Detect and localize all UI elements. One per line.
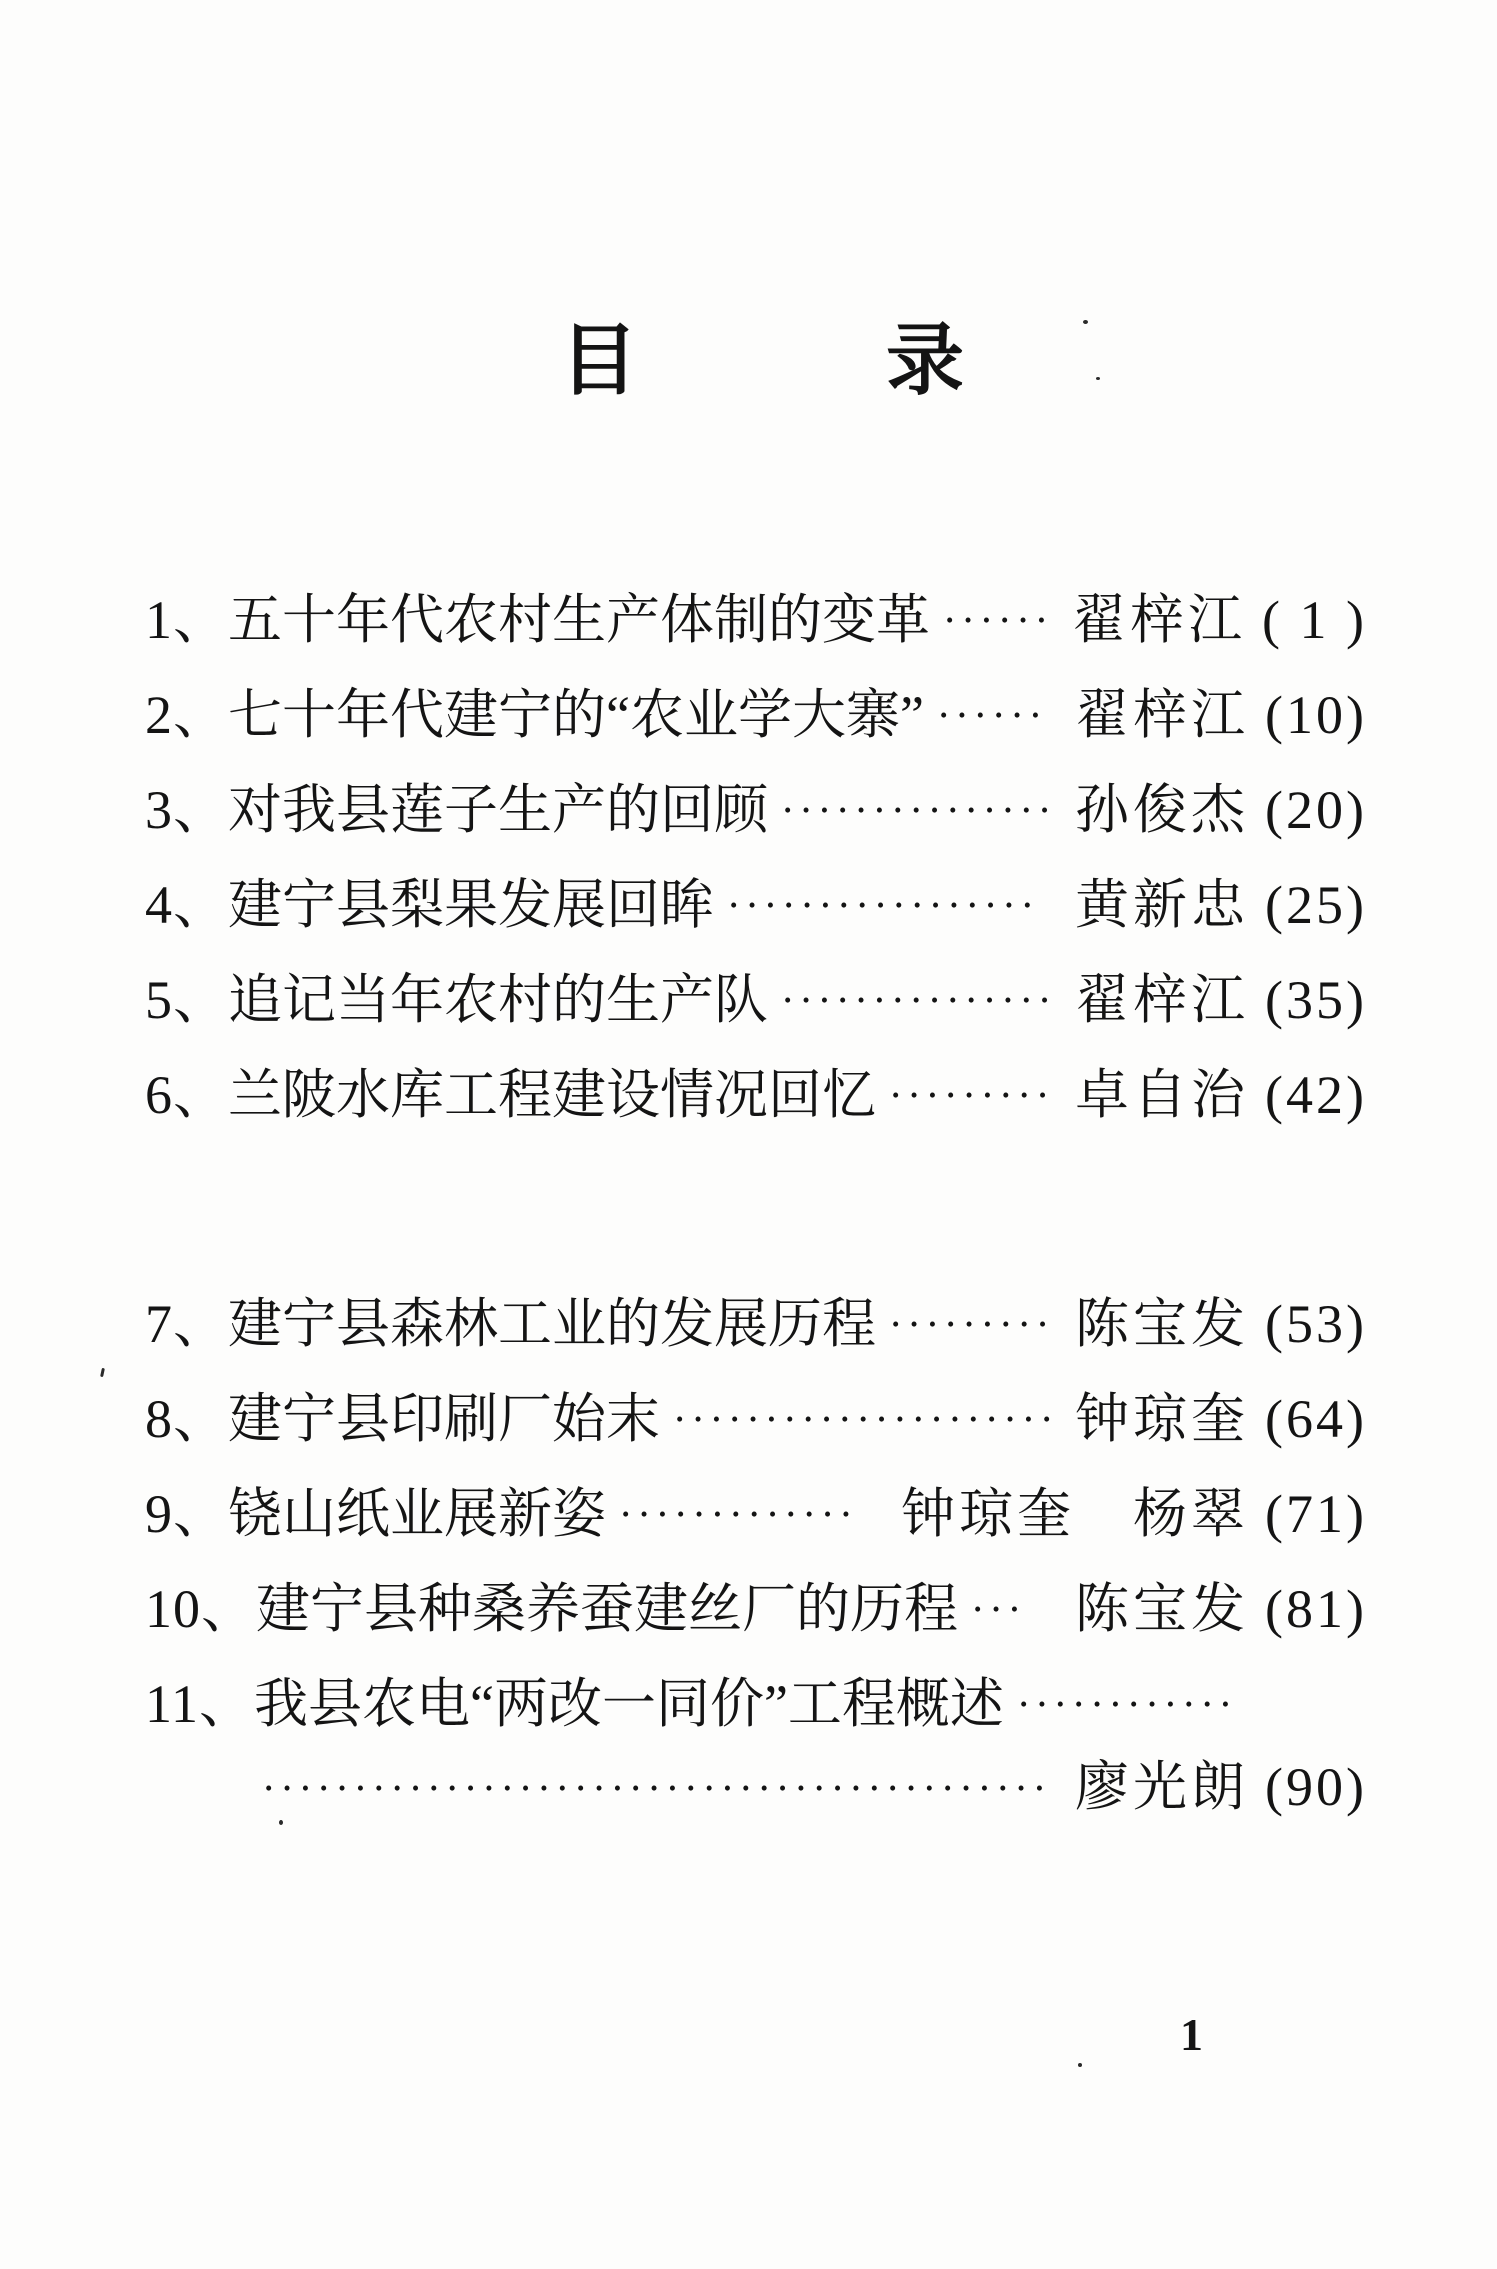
entry-title: 我县农电“两改一同价”工程概述: [254, 1673, 1004, 1734]
entry-author-page: [1075, 1064, 1367, 1125]
entry-number: 1、: [145, 589, 228, 650]
toc-entry: [145, 1561, 1367, 1656]
dot-leader: ••••••: [946, 610, 1057, 631]
entry-title: 七十年代建宁的“农业学大寨”: [228, 684, 924, 745]
entry-author-page: [901, 1483, 1367, 1544]
entry-title: 五十年代农村生产体制的变革: [228, 589, 930, 650]
title-char-lu: 录: [886, 317, 965, 404]
dot-leader: •••••••••: [892, 1314, 1058, 1335]
toc-entry: [145, 1656, 1367, 1751]
toc-entry: [145, 1047, 1367, 1142]
dot-leader: ••••••••••••: [1019, 1694, 1241, 1715]
page-title: [560, 317, 965, 404]
entry-title: 建宁县印刷厂始末: [228, 1388, 660, 1449]
scan-speck: [1078, 2063, 1082, 2067]
entry-author-page: [1075, 779, 1367, 840]
dot-leader: •••••••••••••••: [784, 990, 1060, 1011]
entry-author: 孙俊杰: [1075, 779, 1250, 840]
entry-title: 铙山纸业展新姿: [228, 1483, 606, 1544]
entry-author-page: [1075, 1293, 1367, 1354]
scan-speck: [279, 1820, 283, 1825]
entry-page-number: (25): [1265, 874, 1367, 935]
toc-entry: [145, 1276, 1367, 1371]
dot-leader: •••••••••••••: [622, 1504, 861, 1525]
dot-leader: •••: [974, 1599, 1030, 1620]
entry-author: 钟琼奎 杨翠: [901, 1483, 1250, 1544]
entry-page-number: (90): [1265, 1757, 1367, 1817]
entry-title: 建宁县森林工业的发展历程: [228, 1293, 876, 1354]
toc-entry: [145, 1466, 1367, 1561]
entry-author: 翟梓江: [1075, 969, 1250, 1030]
entry-author: 廖光朗: [1075, 1757, 1250, 1817]
dot-leader: •••••••••••••••••: [730, 895, 1042, 916]
toc-entry: [145, 857, 1367, 952]
toc-entry: [145, 952, 1367, 1047]
entry-page-number: (71): [1265, 1483, 1367, 1544]
dot-leader: ••••••: [939, 705, 1051, 726]
scan-speck: [1083, 320, 1088, 324]
entry-author-page: [1075, 874, 1367, 935]
entry-page-number: ( 1 ): [1262, 589, 1367, 650]
entry-number: 11、: [145, 1673, 254, 1734]
entry-number: 4、: [145, 874, 228, 935]
entry-author-page: [1075, 684, 1367, 745]
entry-page-number: (64): [1265, 1388, 1367, 1449]
entry-number: 10、: [145, 1578, 256, 1639]
entry-number: 3、: [145, 779, 228, 840]
entry-author: 翟梓江: [1075, 684, 1250, 745]
entry-page-number: (10): [1265, 684, 1367, 745]
entry-page-number: (42): [1265, 1064, 1367, 1125]
entry-author: 翟梓江: [1072, 589, 1247, 650]
entry-author: 钟琼奎: [1075, 1388, 1250, 1449]
entry-number: 9、: [145, 1483, 228, 1544]
entry-author: 陈宝发: [1075, 1293, 1250, 1354]
entry-number: 8、: [145, 1388, 228, 1449]
toc-entry: [145, 572, 1367, 667]
dot-leader: •••••••••••••••: [784, 800, 1060, 821]
dot-leader: •••••••••••••••••••••: [676, 1409, 1062, 1430]
entry-title: 兰陂水库工程建设情况回忆: [228, 1064, 876, 1125]
entry-number: 5、: [145, 969, 228, 1030]
entry-author: 陈宝发: [1075, 1578, 1250, 1639]
entry-author-page: [1075, 1388, 1367, 1449]
entry-title: 建宁县种桑养蚕建丝厂的历程: [256, 1578, 958, 1639]
scan-speck: [1096, 377, 1100, 380]
dot-leader: •••••••••••••••••••••••••••••••••••••••••••: [265, 1777, 1055, 1799]
entry-page-number: (20): [1265, 779, 1367, 840]
toc-list: [145, 572, 1367, 1823]
toc-entry: [145, 667, 1367, 762]
entry-title: 对我县莲子生产的回顾: [228, 779, 768, 840]
entry-title: 建宁县梨果发展回眸: [228, 874, 714, 935]
entry-page-number: (81): [1265, 1578, 1367, 1639]
entry-author: 黄新忠: [1075, 874, 1250, 935]
entry-page-number: (53): [1265, 1293, 1367, 1354]
entry-author-page: [1075, 1578, 1367, 1639]
toc-entry: [145, 1371, 1367, 1466]
entry-number: 7、: [145, 1293, 228, 1354]
toc-entry: [145, 762, 1367, 857]
scan-speck: [100, 1368, 105, 1377]
entry-author: 卓自治: [1075, 1064, 1250, 1125]
folio-page-number: 1: [1180, 2009, 1203, 2060]
entry-title: 追记当年农村的生产队: [228, 969, 768, 1030]
entry-page-number: (35): [1265, 969, 1367, 1030]
entry-author-page: [1072, 589, 1367, 650]
entry-number: 2、: [145, 684, 228, 745]
entry-author-page: [1075, 969, 1367, 1030]
toc-entry: [145, 1751, 1367, 1823]
entry-author-page: [1075, 1757, 1367, 1817]
entry-number: 6、: [145, 1064, 228, 1125]
title-char-mu: 目: [560, 317, 639, 404]
dot-leader: •••••••••: [892, 1085, 1058, 1106]
